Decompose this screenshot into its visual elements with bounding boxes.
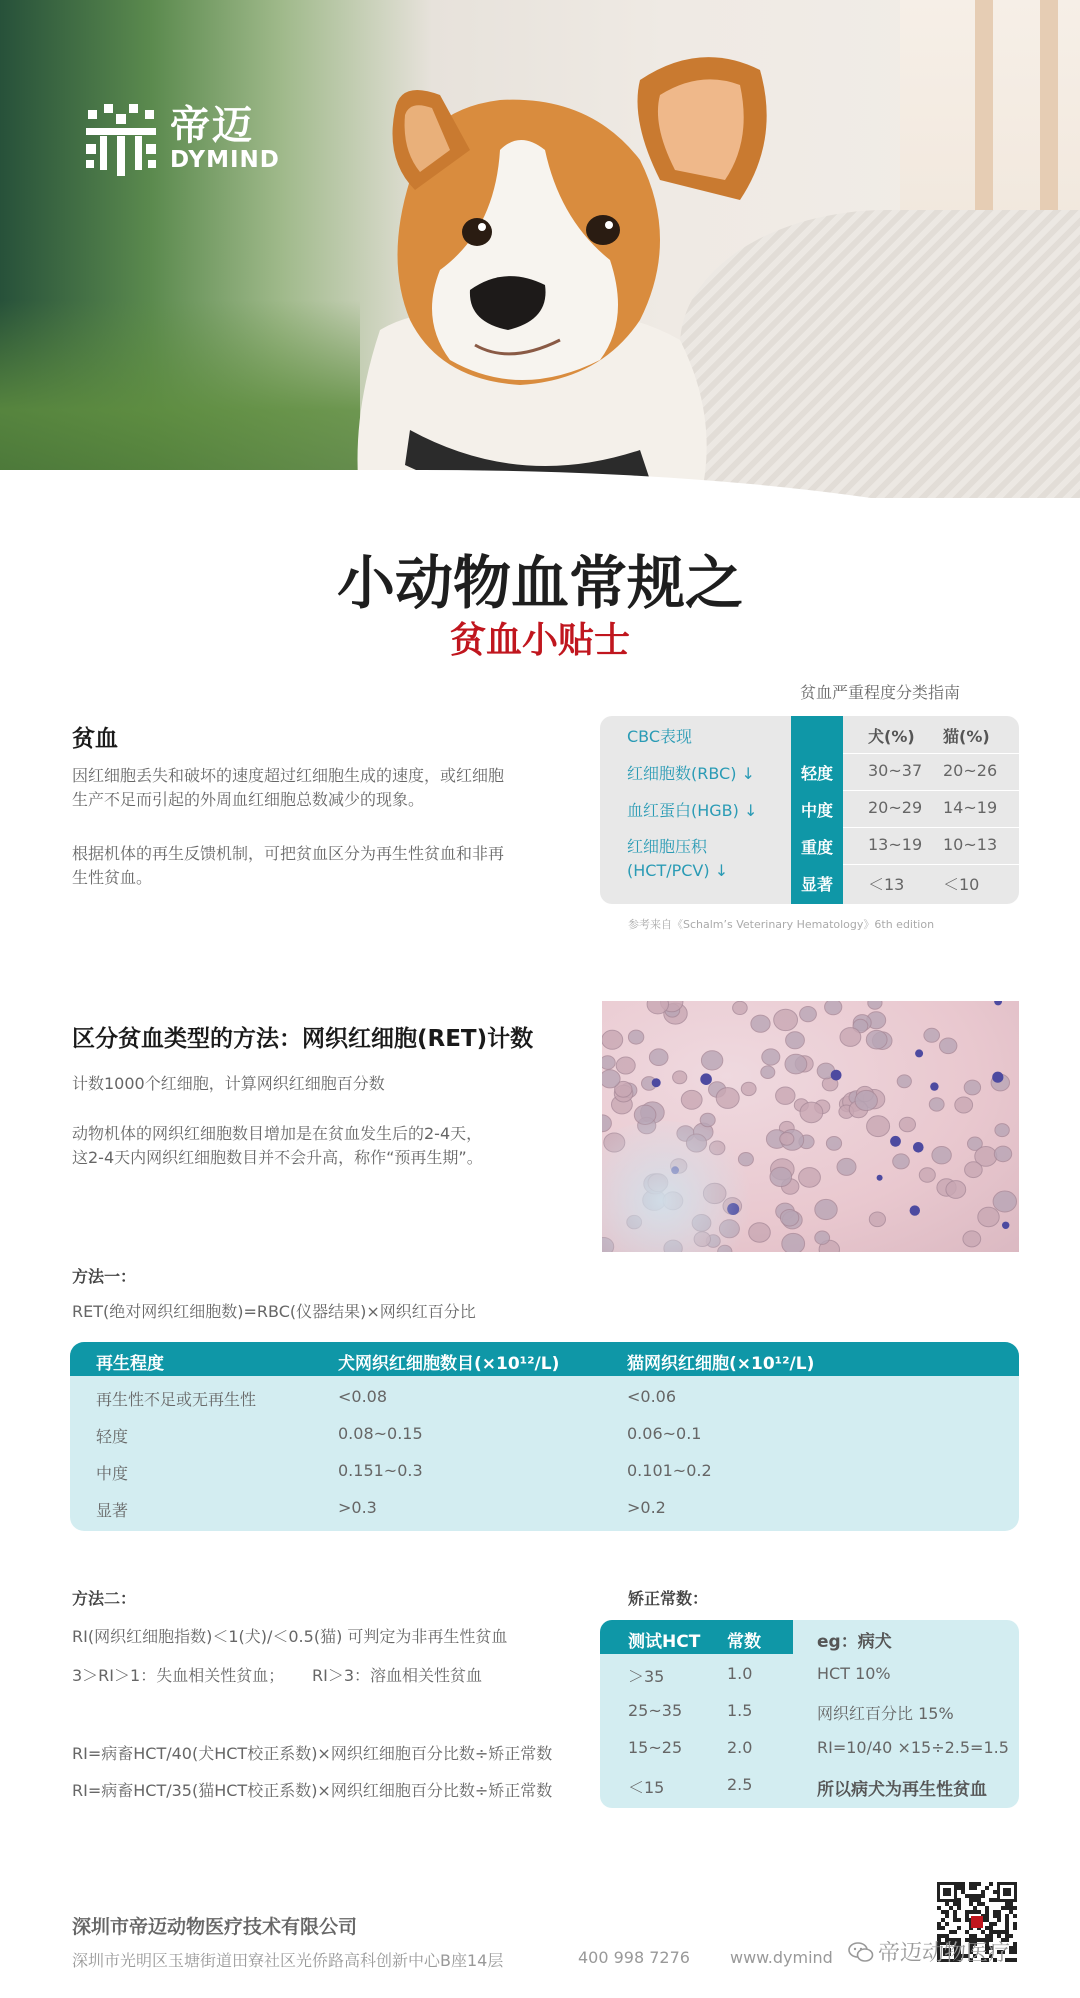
red-blood-cell	[649, 1049, 668, 1066]
qr-module	[1005, 1918, 1009, 1922]
reticulocyte-stain	[831, 1070, 842, 1081]
severity-dog-value: 30~37	[868, 761, 923, 780]
red-blood-cell	[780, 1210, 798, 1227]
reticulocyte-stain	[910, 1205, 920, 1215]
red-blood-cell	[995, 1124, 1009, 1137]
company-phone: 400 998 7276	[578, 1948, 690, 1967]
red-blood-cell	[940, 1038, 957, 1054]
header-dog-ret: 犬网织红细胞数目(×10¹²/L)	[338, 1354, 560, 1374]
qr-module	[965, 1914, 969, 1918]
anemia-heading: 贫血	[72, 726, 118, 752]
qr-module	[993, 1898, 997, 1902]
red-blood-cell	[893, 1154, 910, 1169]
red-blood-cell	[733, 1001, 748, 1014]
logo-name-cn: 帝迈	[170, 103, 254, 149]
severity-level: 重度	[800, 838, 833, 857]
qr-module	[937, 1906, 941, 1910]
col-cat-header: 猫(%)	[943, 727, 990, 746]
qr-module	[997, 1914, 1001, 1918]
qr-module	[1005, 1926, 1009, 1930]
qr-module	[957, 1926, 961, 1930]
red-blood-cell	[978, 1207, 999, 1226]
red-blood-cell	[800, 1102, 823, 1123]
method1-formula: RET(绝对网织红细胞数)=RBC(仪器结果)×网织红百分比	[72, 1302, 476, 1321]
qr-module	[965, 1910, 969, 1914]
table-cell: 2.0	[727, 1738, 753, 1757]
red-blood-cell	[837, 1158, 856, 1175]
ri-hemolysis: RI＞3：溶血相关性贫血	[312, 1666, 483, 1685]
qr-module	[985, 1886, 989, 1890]
red-blood-cell	[628, 1030, 643, 1044]
table-cell: >0.3	[338, 1498, 377, 1517]
red-blood-cell	[993, 1191, 1016, 1212]
qr-module	[973, 1886, 977, 1890]
red-blood-cell	[799, 1168, 821, 1188]
qr-module	[969, 1882, 973, 1886]
table-cell: 1.5	[727, 1701, 753, 1720]
qr-module	[945, 1922, 949, 1926]
red-blood-cell	[673, 1071, 687, 1084]
red-blood-cell	[946, 1181, 966, 1199]
qr-module	[1005, 1914, 1009, 1918]
anemia-definition-line: 生产不足而引起的外周血红细胞总数减少的现象。	[72, 790, 425, 809]
qr-module	[1009, 1902, 1013, 1906]
header-constant: 常数	[727, 1632, 761, 1652]
red-blood-cell	[751, 1015, 770, 1032]
qr-module	[985, 1906, 989, 1910]
qr-module	[953, 1902, 957, 1906]
ret-text-line: 这2-4天内网织红细胞数目并不会升高，称作“预再生期”。	[72, 1148, 483, 1167]
red-blood-cell	[815, 1199, 837, 1219]
example-line: 网织红百分比 15%	[817, 1704, 954, 1723]
red-blood-cell	[868, 1001, 882, 1009]
qr-module	[1001, 1906, 1005, 1910]
qr-module	[993, 1890, 997, 1894]
qr-module	[937, 1926, 941, 1930]
red-blood-cell	[681, 1090, 702, 1109]
brand-logo	[82, 100, 280, 178]
qr-module	[981, 1894, 985, 1898]
table-cell: <0.06	[627, 1387, 677, 1406]
qr-module	[969, 1894, 973, 1898]
red-blood-cell	[919, 1168, 935, 1182]
reticulocyte-stain	[890, 1136, 901, 1147]
qr-module	[993, 1910, 997, 1914]
page-subtitle: 贫血小贴士	[449, 620, 630, 661]
qr-module	[1013, 1906, 1017, 1910]
qr-module	[957, 1906, 961, 1910]
table-cell: ＜15	[628, 1778, 665, 1797]
red-blood-cell	[924, 1028, 940, 1042]
qr-module	[965, 1894, 969, 1898]
qr-module	[977, 1902, 981, 1906]
red-blood-cell	[800, 1007, 817, 1022]
page-title: 小动物血常规之	[336, 549, 743, 617]
anemia-classification-line: 根据机体的再生反馈机制，可把贫血区分为再生性贫血和非再	[72, 844, 505, 863]
qr-module	[993, 1914, 997, 1918]
reticulocyte-stain	[700, 1073, 712, 1085]
red-blood-cell	[955, 1097, 973, 1113]
qr-module	[969, 1898, 973, 1902]
anemia-definition-line: 因红细胞丢失和破坏的速度超过红细胞生成的速度，或红细胞	[72, 766, 505, 785]
qr-module	[973, 1882, 977, 1886]
qr-module	[953, 1914, 957, 1918]
row-divider	[843, 864, 1019, 865]
table-cell: 25~35	[628, 1701, 683, 1720]
anemia-classification-line: 生性贫血。	[72, 868, 153, 887]
qr-module	[989, 1898, 993, 1902]
red-blood-cell	[897, 1075, 911, 1088]
red-blood-cell	[701, 1051, 722, 1070]
qr-module	[957, 1918, 961, 1922]
qr-module	[997, 1918, 1001, 1922]
red-blood-cell	[602, 1115, 611, 1132]
qr-module	[1005, 1902, 1009, 1906]
reticulocyte-stain	[915, 1049, 923, 1057]
qr-module	[1013, 1946, 1017, 1950]
red-blood-cell	[786, 1032, 805, 1049]
reticulocyte-stain	[992, 1072, 1003, 1083]
header-test-hct: 测试HCT	[628, 1632, 701, 1652]
qr-module	[989, 1922, 993, 1926]
red-blood-cell	[616, 1057, 635, 1074]
qr-module	[977, 1882, 981, 1886]
logo-text	[170, 105, 280, 173]
qr-module	[985, 1926, 989, 1930]
red-blood-cell	[741, 1082, 756, 1095]
qr-module	[1013, 1950, 1017, 1954]
red-blood-cell	[815, 1231, 830, 1244]
qr-module	[953, 1910, 957, 1914]
table-cell: 中度	[96, 1464, 129, 1483]
red-blood-cell	[602, 1070, 620, 1088]
company-website[interactable]: www.dymind	[730, 1948, 833, 1967]
qr-module	[1009, 1910, 1013, 1914]
red-blood-cell	[965, 1162, 983, 1178]
header-regeneration: 再生程度	[96, 1354, 164, 1374]
red-blood-cell	[780, 1133, 794, 1146]
reference-note: 参考来自《Schalm’s Veterinary Hematology》6th edition	[628, 918, 935, 931]
qr-module	[953, 1930, 957, 1934]
ret-text-line: 计数1000个红细胞，计算网织红细胞百分数	[72, 1074, 385, 1093]
table-cell: 0.06~0.1	[627, 1424, 702, 1443]
qr-module	[937, 1922, 941, 1926]
qr-module	[993, 1930, 997, 1934]
qr-module	[997, 1910, 1001, 1914]
qr-module	[981, 1902, 985, 1906]
red-blood-cell	[700, 1113, 715, 1126]
qr-module	[1001, 1930, 1005, 1934]
severity-dog-value: 13~19	[868, 835, 923, 854]
example-conclusion: 所以病犬为再生性贫血	[817, 1780, 987, 1800]
reticulocyte-stain	[877, 1175, 883, 1181]
severity-cat-value: ＜10	[943, 875, 980, 894]
row-divider	[843, 753, 1019, 754]
wechat-account	[848, 1936, 1010, 1967]
table-cell: 显著	[96, 1501, 129, 1520]
qr-module	[945, 1902, 949, 1906]
severity-dog-value: ＜13	[868, 875, 905, 894]
severity-level: 中度	[800, 801, 833, 820]
example-title: eg：病犬	[817, 1632, 892, 1652]
qr-module	[971, 1916, 983, 1928]
ri-criteria: RI(网织红细胞指数)＜1(犬)/＜0.5(猫) 可判定为非再生性贫血	[72, 1627, 508, 1646]
ri-blood-loss: 3＞RI＞1：失血相关性贫血；	[72, 1666, 285, 1685]
qr-module	[993, 1922, 997, 1926]
col-dog-header: 犬(%)	[868, 727, 915, 746]
qr-module	[941, 1918, 945, 1922]
qr-module	[957, 1882, 961, 1886]
wechat-icon	[848, 1941, 874, 1963]
qr-module	[989, 1882, 993, 1886]
dymind-logo-icon	[82, 100, 160, 178]
reticulocyte-stain	[652, 1078, 661, 1087]
severity-cat-value: 20~26	[943, 761, 998, 780]
ret-heading: 区分贫血类型的方法：网织红细胞(RET)计数	[72, 1026, 534, 1052]
qr-module	[973, 1894, 977, 1898]
logo-name-en: DYMIND	[170, 147, 280, 173]
severity-cat-value: 14~19	[943, 798, 998, 817]
qr-module	[1013, 1958, 1017, 1962]
red-blood-cell	[929, 1098, 944, 1111]
header-cat-ret: 猫网织红细胞(×10¹²/L)	[627, 1354, 815, 1374]
qr-module	[977, 1898, 981, 1902]
example-line: RI=10/40 ×15÷2.5=1.5	[817, 1738, 1009, 1757]
qr-module	[943, 1888, 951, 1896]
qr-module	[1013, 1942, 1017, 1946]
qr-module	[945, 1914, 949, 1918]
qr-module	[1013, 1926, 1017, 1930]
row-divider	[843, 827, 1019, 828]
table-cell: 0.08~0.15	[338, 1424, 423, 1443]
ret-text-line: 动物机体的网织红细胞数目增加是在贫血发生后的2-4天，	[72, 1124, 483, 1143]
indicator-hct-line: 红细胞压积	[627, 837, 708, 856]
red-blood-cell	[762, 1049, 780, 1065]
table-cell: <0.08	[338, 1387, 388, 1406]
qr-module	[1013, 1922, 1017, 1926]
table-cell: 1.0	[727, 1664, 753, 1683]
qr-module	[981, 1890, 985, 1894]
qr-module	[961, 1882, 965, 1886]
red-blood-cell	[867, 1116, 890, 1137]
table-cell: 2.5	[727, 1775, 753, 1794]
qr-module	[1003, 1888, 1011, 1896]
qr-module	[945, 1910, 949, 1914]
qr-module	[1005, 1906, 1009, 1910]
red-blood-cell	[602, 1056, 615, 1070]
qr-module	[1005, 1930, 1009, 1934]
qr-module	[997, 1930, 1001, 1934]
qr-module	[961, 1890, 965, 1894]
red-blood-cell	[770, 1167, 792, 1186]
qr-module	[981, 1930, 985, 1934]
row-divider	[843, 790, 1019, 791]
table-cell: 0.101~0.2	[627, 1461, 712, 1480]
indicator-hct	[627, 835, 767, 883]
severity-level: 显著	[800, 875, 833, 894]
qr-module	[941, 1910, 945, 1914]
qr-module	[957, 1886, 961, 1890]
red-blood-cell	[994, 1146, 1011, 1162]
red-blood-cell	[964, 1080, 980, 1095]
qr-module	[1013, 1914, 1017, 1918]
red-blood-cell	[963, 1231, 981, 1247]
qr-module	[969, 1910, 973, 1914]
qr-module	[961, 1886, 965, 1890]
red-blood-cell	[785, 1054, 807, 1074]
qr-module	[965, 1918, 969, 1922]
reticulocyte-stain	[1002, 1222, 1009, 1229]
method1-label: 方法一：	[72, 1267, 137, 1286]
qr-module	[973, 1906, 977, 1910]
red-blood-cell	[602, 1030, 623, 1049]
indicator-rbc: 红细胞数(RBC) ↓	[627, 764, 755, 783]
qr-module	[953, 1918, 957, 1922]
table-cell: >0.2	[627, 1498, 666, 1517]
qr-module	[1009, 1906, 1013, 1910]
qr-module	[957, 1902, 961, 1906]
red-blood-cell	[932, 1147, 951, 1164]
severity-level: 轻度	[800, 764, 833, 783]
table-cell: ＞35	[628, 1667, 665, 1686]
reticulocyte-stain	[930, 1082, 938, 1090]
table-cell: 再生性不足或无再生性	[96, 1390, 257, 1409]
severity-caption: 贫血严重程度分类指南	[800, 683, 961, 702]
wechat-name: 帝迈动物医疗	[878, 1941, 1011, 1966]
red-blood-cell	[869, 1212, 885, 1227]
reticulocyte-stain	[913, 1142, 924, 1153]
qr-module	[973, 1898, 977, 1902]
red-blood-cell	[782, 1233, 805, 1252]
severity-dog-value: 20~29	[868, 798, 923, 817]
qr-module	[949, 1930, 953, 1934]
qr-module	[969, 1902, 973, 1906]
ri-formula-dog: RI=病畜HCT/40(犬HCT校正系数)×网织红细胞百分比数÷矫正常数	[72, 1744, 553, 1763]
red-blood-cell	[899, 1117, 915, 1132]
qr-module	[973, 1910, 977, 1914]
hero-banner	[0, 0, 1080, 498]
qr-module	[1005, 1922, 1009, 1926]
indicator-hct-line: (HCT/PCV) ↓	[627, 861, 729, 880]
method2-label: 方法二：	[72, 1589, 137, 1608]
red-blood-cell	[866, 1030, 887, 1049]
red-blood-cell	[840, 1028, 861, 1047]
severity-cat-value: 10~13	[943, 835, 998, 854]
corgi-photo	[0, 0, 1080, 498]
red-blood-cell	[825, 1001, 842, 1015]
red-blood-cell	[774, 1009, 798, 1030]
indicator-hgb: 血红蛋白(HGB) ↓	[627, 801, 758, 820]
blood-smear-micrograph	[602, 1001, 1019, 1252]
qr-module	[985, 1918, 989, 1922]
qr-module	[989, 1930, 993, 1934]
red-blood-cell	[855, 1090, 877, 1110]
reticulocyte-stain	[994, 1001, 1002, 1005]
red-blood-cell	[826, 1137, 841, 1151]
qr-module	[985, 1914, 989, 1918]
table-cell: 15~25	[628, 1738, 683, 1757]
qr-module	[977, 1894, 981, 1898]
red-blood-cell	[716, 1088, 739, 1109]
table-cell: 轻度	[96, 1427, 129, 1446]
ri-formula-cat: RI=病畜HCT/35(猫HCT校正系数)×网织红细胞百分比数÷矫正常数	[72, 1781, 553, 1800]
qr-module	[941, 1926, 945, 1930]
qr-module	[977, 1910, 981, 1914]
example-line: HCT 10%	[817, 1664, 891, 1683]
correction-heading: 矫正常数：	[628, 1589, 709, 1608]
qr-module	[985, 1910, 989, 1914]
qr-module	[965, 1930, 969, 1934]
company-address: 深圳市光明区玉塘街道田寮社区光侨路高科创新中心B座14层	[72, 1951, 504, 1970]
qr-module	[989, 1926, 993, 1930]
table-cell: 0.151~0.3	[338, 1461, 423, 1480]
red-blood-cell	[761, 1066, 775, 1079]
red-blood-cell	[776, 1087, 795, 1104]
qr-module	[949, 1906, 953, 1910]
cbc-title: CBC表现	[627, 727, 693, 746]
qr-module	[957, 1898, 961, 1902]
qr-module	[969, 1886, 973, 1890]
company-name: 深圳市帝迈动物医疗技术有限公司	[72, 1916, 358, 1938]
